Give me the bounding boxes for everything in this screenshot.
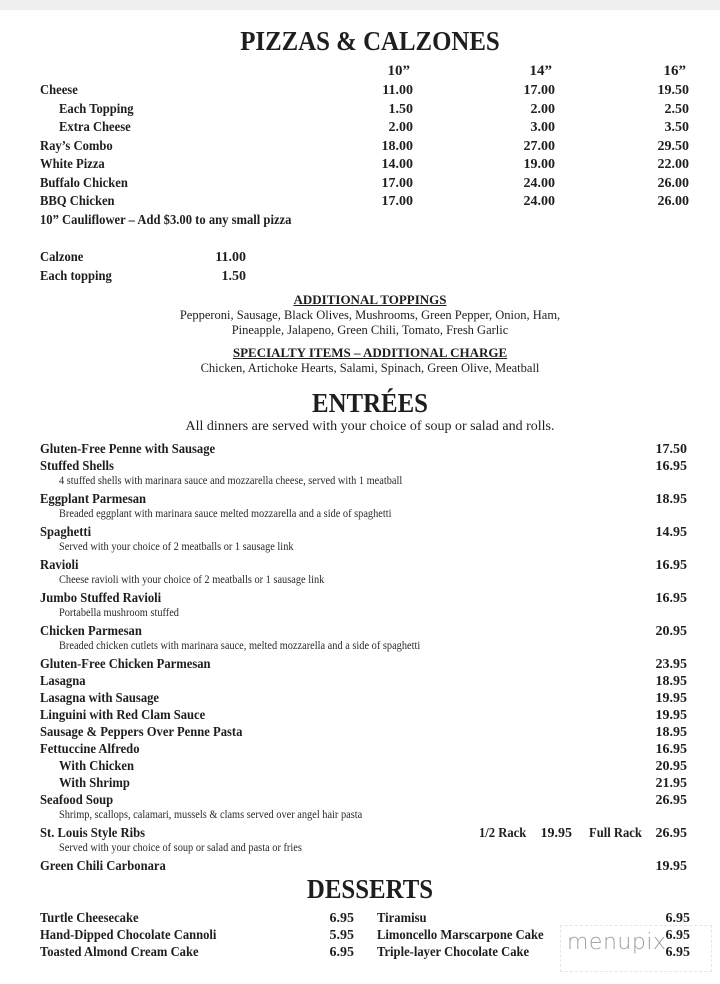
dessert-name: Tiramisu [377, 911, 427, 926]
dessert-name: Toasted Almond Cream Cake [40, 945, 199, 960]
entree-price: 18.95 [655, 674, 687, 689]
menupix-watermark [560, 925, 712, 972]
entree-price: 16.95 [655, 591, 687, 606]
entree-price: 18.95 [655, 725, 687, 740]
watermark-text: menupix [567, 930, 667, 955]
dessert-price: 6.95 [329, 945, 354, 960]
additional-toppings-line2: Pineapple, Jalapeno, Green Chili, Tomato, Fresh Garlic [231, 323, 509, 337]
entree-name: Gluten-Free Chicken Parmesan [40, 657, 211, 672]
dessert-price: 5.95 [329, 928, 354, 943]
calzone-name: Calzone [40, 250, 84, 265]
ribs-half-price: 19.95 [540, 826, 572, 841]
pizza-item-name: Ray’s Combo [40, 139, 113, 154]
entree-price: 26.95 [655, 826, 687, 841]
entree-description: Portabella mushroom stuffed [59, 607, 179, 619]
pizza-item-name: Buffalo Chicken [40, 176, 128, 191]
entree-price: 26.95 [655, 793, 687, 808]
entree-price: 16.95 [655, 558, 687, 573]
pizza-price-14: 24.00 [523, 176, 555, 191]
calzone-topping-name: Each topping [40, 269, 112, 284]
specialty-items-line1: Chicken, Artichoke Hearts, Salami, Spinach, Green Olive, Meatball [200, 361, 540, 375]
pizza-item-name: Extra Cheese [59, 120, 131, 135]
dessert-price: 6.95 [329, 911, 354, 926]
entree-description: Shrimp, scallops, calamari, mussels & clams served over angel hair pasta [59, 809, 363, 821]
cauliflower-note: 10” Cauliflower – Add $3.00 to any small pizza [40, 213, 292, 228]
specialty-items-heading: SPECIALTY ITEMS – ADDITIONAL CHARGE [232, 345, 508, 360]
pizza-item-name: White Pizza [40, 157, 105, 172]
top-bar [0, 0, 720, 10]
entree-name: Eggplant Parmesan [40, 492, 147, 507]
entree-name: Spaghetti [40, 525, 92, 540]
entree-price: 19.95 [655, 859, 687, 874]
pizza-price-16: 29.50 [657, 139, 689, 154]
pizza-price-16: 19.50 [657, 83, 689, 98]
entree-description: Breaded chicken cutlets with marinara sauce, melted mozzarella and a side of spaghetti [59, 640, 421, 652]
entree-name: St. Louis Style Ribs [40, 826, 146, 841]
entree-name: Green Chili Carbonara [40, 859, 166, 874]
dessert-price: 6.95 [665, 945, 690, 960]
dessert-price: 6.95 [665, 911, 690, 926]
entree-name: With Chicken [59, 759, 135, 774]
pizza-price-10: 11.00 [382, 83, 413, 98]
entree-price: 16.95 [655, 459, 687, 474]
dessert-name: Limoncello Marscarpone Cake [377, 928, 544, 943]
pizza-item-name: Each Topping [59, 102, 134, 117]
pizza-price-16: 26.00 [657, 176, 689, 191]
pizza-price-14: 24.00 [523, 194, 555, 209]
entree-name: Ravioli [40, 558, 79, 573]
entrees-title: ENTRÉES [312, 388, 428, 418]
calzone-price: 11.00 [215, 250, 246, 265]
pizza-price-10: 14.00 [381, 157, 413, 172]
entree-price: 17.50 [655, 442, 687, 457]
entree-name: With Shrimp [59, 776, 130, 791]
entree-name: Seafood Soup [40, 793, 114, 808]
pizza-price-16: 26.00 [657, 194, 689, 209]
entree-name: Stuffed Shells [40, 459, 114, 474]
entree-description: Cheese ravioli with your choice of 2 meatballs or 1 sausage link [59, 574, 325, 586]
entree-price: 18.95 [655, 492, 687, 507]
pizza-price-10: 17.00 [381, 176, 413, 191]
entree-description: Breaded eggplant with marinara sauce melted mozzarella and a side of spaghetti [59, 508, 392, 520]
entree-name: Gluten-Free Penne with Sausage [40, 442, 216, 457]
ribs-full-label: Full Rack [589, 826, 642, 841]
entree-name: Sausage & Peppers Over Penne Pasta [40, 725, 243, 740]
size-header-16: 16” [663, 63, 686, 79]
entree-name: Lasagna [40, 674, 86, 689]
pizza-item-name: Cheese [40, 83, 78, 98]
entree-description: Served with your choice of soup or salad and pasta or fries [59, 842, 302, 854]
pizza-price-10: 2.00 [388, 120, 413, 135]
size-header-14: 14” [529, 63, 552, 79]
entree-price: 23.95 [655, 657, 687, 672]
pizza-price-10: 18.00 [381, 139, 413, 154]
dessert-name: Turtle Cheesecake [40, 911, 139, 926]
additional-toppings-line1: Pepperoni, Sausage, Black Olives, Mushrooms, Green Pepper, Onion, Ham, [179, 308, 561, 322]
pizza-price-16: 2.50 [664, 102, 689, 117]
entree-description: Served with your choice of 2 meatballs or 1 sausage link [59, 541, 294, 553]
entree-name: Chicken Parmesan [40, 624, 142, 639]
pizza-price-10: 17.00 [381, 194, 413, 209]
dessert-name: Hand-Dipped Chocolate Cannoli [40, 928, 217, 943]
entree-name: Lasagna with Sausage [40, 691, 160, 706]
entree-price: 19.95 [655, 691, 687, 706]
additional-toppings-heading: ADDITIONAL TOPPINGS [293, 292, 447, 307]
entree-name: Linguini with Red Clam Sauce [40, 708, 206, 723]
pizza-price-14: 2.00 [530, 102, 555, 117]
entree-price: 19.95 [655, 708, 687, 723]
pizza-price-14: 27.00 [523, 139, 555, 154]
pizza-item-name: BBQ Chicken [40, 194, 115, 209]
entree-name: Jumbo Stuffed Ravioli [40, 591, 162, 606]
pizza-price-14: 19.00 [523, 157, 555, 172]
entree-price: 20.95 [655, 759, 687, 774]
entrees-subtitle: All dinners are served with your choice of soup or salad and rolls. [185, 419, 555, 434]
entree-price: 21.95 [655, 776, 687, 791]
pizza-price-14: 3.00 [530, 120, 555, 135]
entree-price: 20.95 [655, 624, 687, 639]
desserts-title: DESSERTS [306, 874, 434, 904]
pizza-price-10: 1.50 [388, 102, 413, 117]
ribs-half-label: 1/2 Rack [479, 826, 527, 841]
calzone-topping-price: 1.50 [221, 269, 246, 284]
entree-price: 14.95 [655, 525, 687, 540]
pizza-price-16: 3.50 [664, 120, 689, 135]
pizza-price-16: 22.00 [657, 157, 689, 172]
dessert-name: Triple-layer Chocolate Cake [377, 945, 530, 960]
size-header-10: 10” [387, 63, 410, 79]
entree-name: Fettuccine Alfredo [40, 742, 140, 757]
entree-description: 4 stuffed shells with marinara sauce and mozzarella cheese, served with 1 meatball [59, 475, 403, 487]
dessert-price: 6.95 [665, 928, 690, 943]
entree-price: 16.95 [655, 742, 687, 757]
pizza-price-14: 17.00 [523, 83, 555, 98]
pizzas-title: PIZZAS & CALZONES [240, 26, 500, 56]
